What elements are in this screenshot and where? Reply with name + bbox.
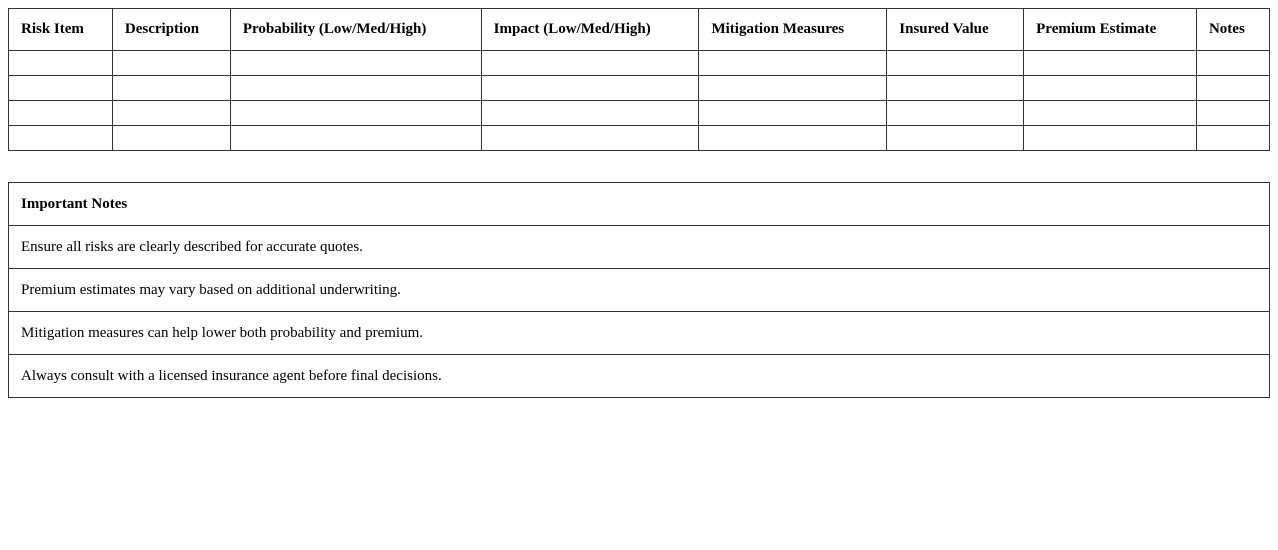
cell-risk-item[interactable] <box>9 126 113 151</box>
notes-title: Important Notes <box>9 183 1270 226</box>
column-header-insured-value: Insured Value <box>887 9 1024 51</box>
cell-notes[interactable] <box>1196 126 1269 151</box>
column-header-risk-item: Risk Item <box>9 9 113 51</box>
cell-premium-estimate[interactable] <box>1024 76 1197 101</box>
cell-notes[interactable] <box>1196 76 1269 101</box>
notes-header-row <box>9 183 1270 226</box>
cell-impact[interactable] <box>481 76 699 101</box>
column-header-impact: Impact (Low/Med/High) <box>481 9 699 51</box>
cell-mitigation-measures[interactable] <box>699 51 887 76</box>
cell-notes[interactable] <box>1196 51 1269 76</box>
column-header-notes: Notes <box>1196 9 1269 51</box>
cell-insured-value[interactable] <box>887 51 1024 76</box>
table-row <box>9 101 1270 126</box>
header-row <box>9 9 1270 51</box>
notes-row <box>9 226 1270 269</box>
cell-mitigation-measures[interactable] <box>699 76 887 101</box>
note-item: Premium estimates may vary based on additional underwriting. <box>9 269 1270 312</box>
table-row <box>9 126 1270 151</box>
cell-impact[interactable] <box>481 51 699 76</box>
risk-assessment-table <box>8 8 1270 151</box>
column-header-mitigation-measures: Mitigation Measures <box>699 9 887 51</box>
cell-description[interactable] <box>112 101 230 126</box>
notes-row <box>9 312 1270 355</box>
note-item: Mitigation measures can help lower both probability and premium. <box>9 312 1270 355</box>
note-item: Ensure all risks are clearly described for accurate quotes. <box>9 226 1270 269</box>
cell-premium-estimate[interactable] <box>1024 126 1197 151</box>
column-header-probability: Probability (Low/Med/High) <box>230 9 481 51</box>
cell-mitigation-measures[interactable] <box>699 101 887 126</box>
cell-risk-item[interactable] <box>9 76 113 101</box>
cell-probability[interactable] <box>230 101 481 126</box>
cell-risk-item[interactable] <box>9 101 113 126</box>
cell-impact[interactable] <box>481 101 699 126</box>
column-header-description: Description <box>112 9 230 51</box>
important-notes-table <box>8 182 1270 398</box>
cell-premium-estimate[interactable] <box>1024 101 1197 126</box>
cell-description[interactable] <box>112 126 230 151</box>
cell-impact[interactable] <box>481 126 699 151</box>
notes-row <box>9 269 1270 312</box>
cell-insured-value[interactable] <box>887 101 1024 126</box>
table-row <box>9 51 1270 76</box>
table-row <box>9 76 1270 101</box>
cell-insured-value[interactable] <box>887 76 1024 101</box>
column-header-premium-estimate: Premium Estimate <box>1024 9 1197 51</box>
cell-probability[interactable] <box>230 76 481 101</box>
cell-description[interactable] <box>112 51 230 76</box>
cell-probability[interactable] <box>230 126 481 151</box>
cell-notes[interactable] <box>1196 101 1269 126</box>
cell-risk-item[interactable] <box>9 51 113 76</box>
cell-insured-value[interactable] <box>887 126 1024 151</box>
cell-probability[interactable] <box>230 51 481 76</box>
notes-row <box>9 355 1270 398</box>
cell-premium-estimate[interactable] <box>1024 51 1197 76</box>
cell-description[interactable] <box>112 76 230 101</box>
note-item: Always consult with a licensed insurance agent before final decisions. <box>9 355 1270 398</box>
cell-mitigation-measures[interactable] <box>699 126 887 151</box>
